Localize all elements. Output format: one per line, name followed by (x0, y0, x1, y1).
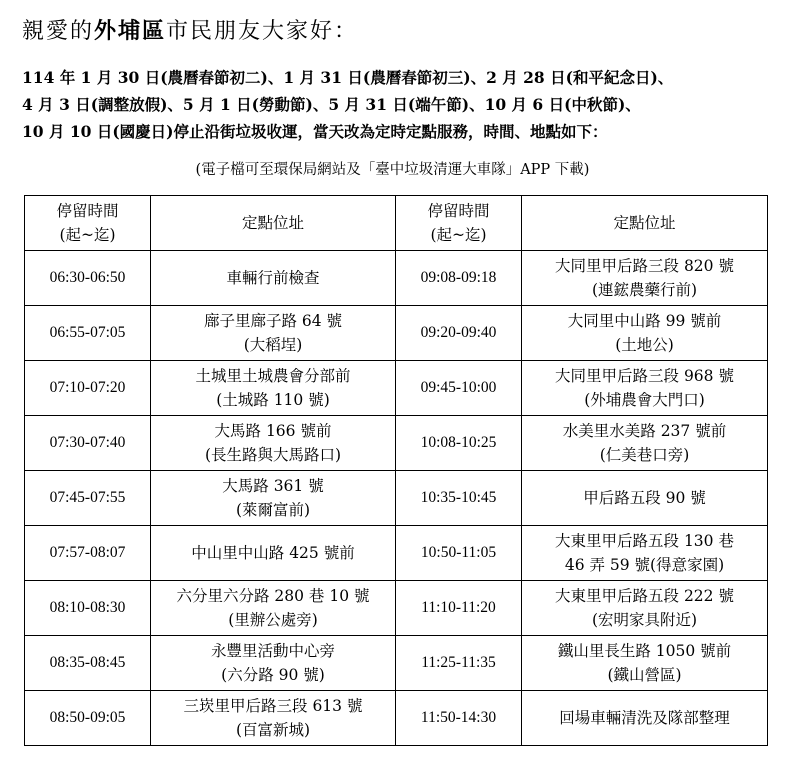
location-cell (522, 471, 768, 526)
notice-line: 10 月 10 日(國慶日)停止沿街垃圾收運，當天改為定時定點服務，時間、地點如下： (22, 122, 608, 141)
time-cell: 10:50-11:05 (396, 526, 522, 581)
time-cell: 07:30-07:40 (25, 416, 151, 471)
time-cell: 10:08-10:25 (396, 416, 522, 471)
header-time-range: (起~迄) (430, 226, 487, 244)
schedule-body (25, 251, 768, 746)
time-cell: 07:45-07:55 (25, 471, 151, 526)
time-cell: 11:25-11:35 (396, 636, 522, 691)
location-cell (151, 361, 396, 416)
location-note: (百富新城) (235, 721, 311, 739)
time-cell: 06:30-06:50 (25, 251, 151, 306)
table-row (25, 526, 768, 581)
location-address: 大東里甲后路五段 222 號 (555, 587, 734, 605)
header-time (25, 196, 151, 251)
time-cell: 09:45-10:00 (396, 361, 522, 416)
location-cell (151, 691, 396, 746)
time-cell: 07:10-07:20 (25, 361, 151, 416)
table-row (25, 581, 768, 636)
location-note: (連鋐農藥行前) (591, 281, 698, 299)
location-cell (522, 251, 768, 306)
time-cell: 11:50-14:30 (396, 691, 522, 746)
location-note: (長生路與大馬路口) (204, 446, 342, 464)
time-cell: 10:35-10:45 (396, 471, 522, 526)
location-cell (151, 581, 396, 636)
time-cell: 11:10-11:20 (396, 581, 522, 636)
time-cell: 08:10-08:30 (25, 581, 151, 636)
location-note: (外埔農會大門口) (584, 391, 705, 409)
location-cell (151, 471, 396, 526)
location-address: 大馬路 166 號前 (214, 422, 332, 440)
district-name: 外埔區 (94, 18, 167, 44)
notice-line: 114 年 1 月 30 日(農曆春節初二)、1 月 31 日(農曆春節初三)、2 月 28 日(和平紀念日)、 (22, 68, 674, 87)
location-note: (里辦公處旁) (228, 611, 318, 629)
location-address: 三崁里甲后路三段 613 號 (183, 697, 363, 715)
location-cell (151, 636, 396, 691)
table-row (25, 251, 768, 306)
table-header-row (25, 196, 768, 251)
location-address: 六分里六分路 280 巷 10 號 (176, 587, 370, 605)
time-cell: 09:08-09:18 (396, 251, 522, 306)
location-cell (151, 306, 396, 361)
table-row (25, 361, 768, 416)
header-time-label: 停留時間 (56, 202, 119, 220)
time-cell: 08:50-09:05 (25, 691, 151, 746)
location-cell (522, 526, 768, 581)
notice-line: 4 月 3 日(調整放假)、5 月 1 日(勞動節)、5 月 31 日(端午節)、10 月 6 日(中秋節)、 (22, 95, 641, 114)
schedule-table (24, 195, 768, 746)
table-row (25, 636, 768, 691)
location-address: 中山里中山路 425 號前 (191, 544, 355, 562)
location-address: 土城里土城農會分部前 (195, 367, 351, 385)
download-note: (電子檔可至環保局網站及「臺中垃圾清運大車隊」APP 下載) (195, 162, 590, 178)
holiday-notice (22, 64, 772, 145)
location-note: (大稻埕) (243, 336, 303, 354)
location-address: 回場車輛清洗及隊部整理 (559, 709, 730, 727)
location-cell (151, 526, 396, 581)
table-row (25, 416, 768, 471)
location-cell (522, 416, 768, 471)
time-cell: 07:57-08:07 (25, 526, 151, 581)
location-address: 永豐里活動中心旁 (210, 642, 335, 660)
time-cell: 09:20-09:40 (396, 306, 522, 361)
location-note: (土城路 110 號) (216, 391, 330, 409)
header-location: 定點位址 (522, 196, 768, 251)
location-cell (151, 416, 396, 471)
location-address: 大同里甲后路三段 820 號 (555, 257, 734, 275)
header-time (396, 196, 522, 251)
header-location: 定點位址 (151, 196, 396, 251)
location-note: (土地公) (615, 336, 674, 354)
location-address: 甲后路五段 90 號 (583, 489, 706, 507)
location-cell (522, 581, 768, 636)
greeting-prefix: 親愛的 (22, 19, 95, 44)
location-note: (六分路 90 號) (221, 666, 325, 684)
location-cell (522, 306, 768, 361)
location-address: 鐵山里長生路 1050 號前 (557, 642, 732, 660)
table-row (25, 306, 768, 361)
location-address: 水美里水美路 237 號前 (562, 422, 727, 440)
location-cell (522, 691, 768, 746)
location-cell (522, 636, 768, 691)
location-note: (鐵山營區) (607, 666, 682, 684)
location-address: 廍子里廍子路 64 號 (203, 312, 343, 330)
location-address: 大馬路 361 號 (222, 477, 324, 495)
location-address: 大同里甲后路三段 968 號 (555, 367, 734, 385)
header-time-label: 停留時間 (427, 202, 490, 220)
time-cell: 08:35-08:45 (25, 636, 151, 691)
time-cell: 06:55-07:05 (25, 306, 151, 361)
greeting-heading (22, 14, 358, 45)
location-note: (萊爾富前) (235, 501, 311, 519)
greeting-suffix: 市民朋友大家好： (166, 19, 359, 44)
location-note: 46 弄 59 號(得意家園) (564, 556, 725, 574)
table-row (25, 691, 768, 746)
location-address: 車輛行前檢查 (226, 269, 320, 287)
header-time-range: (起~迄) (59, 226, 116, 244)
location-address: 大同里中山路 99 號前 (567, 312, 722, 330)
location-note: (仁美巷口旁) (599, 446, 690, 464)
location-note: (宏明家具附近) (591, 611, 698, 629)
table-row (25, 471, 768, 526)
location-cell (151, 251, 396, 306)
location-cell (522, 361, 768, 416)
location-address: 大東里甲后路五段 130 巷 (555, 532, 734, 550)
